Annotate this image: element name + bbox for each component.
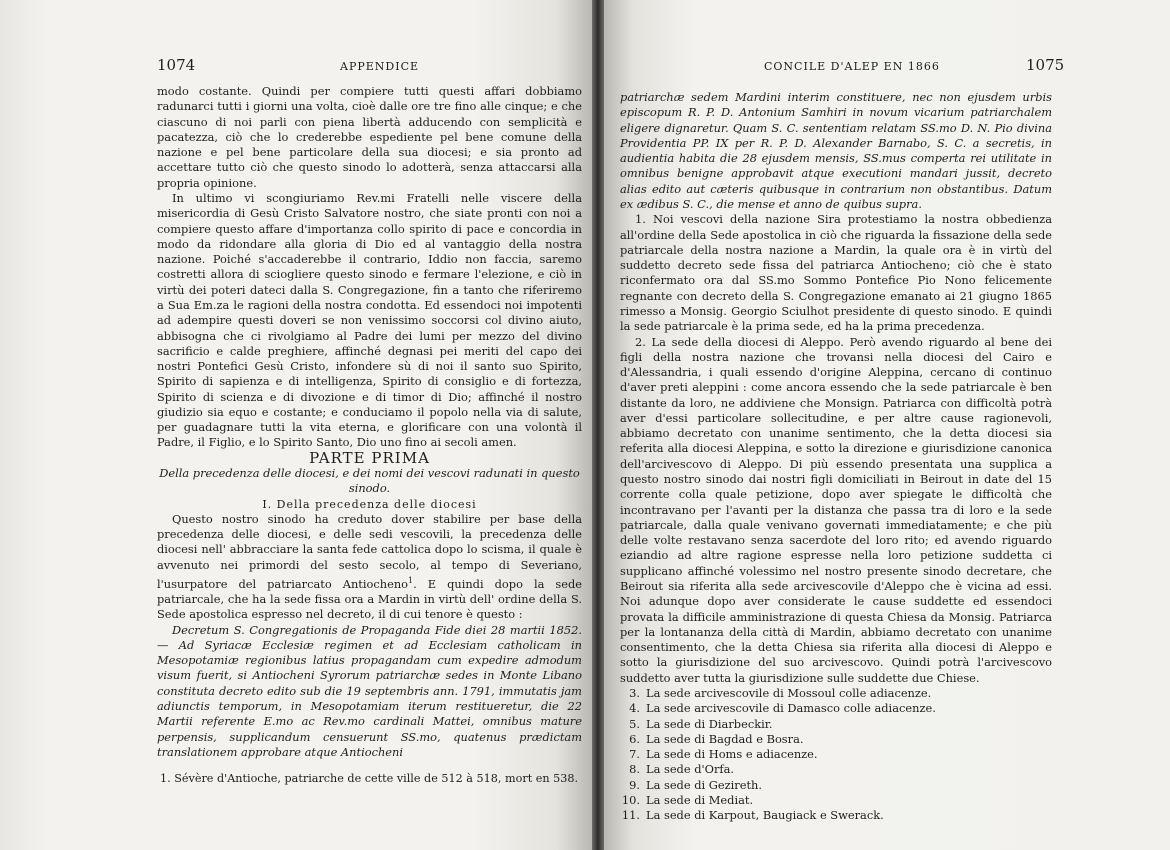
chapter-heading: I. Della precedenza delle diocesi — [262, 497, 477, 511]
list-text: La sede di Bagdad e Bosra. — [646, 731, 804, 746]
list-item — [620, 732, 1052, 747]
list-text: La sede di Karpout, Baugiack e Swerack. — [646, 808, 884, 823]
list-number: 4. — [629, 701, 640, 716]
list-item — [620, 793, 1052, 808]
diocese-list — [620, 686, 1052, 824]
list-item — [620, 808, 1052, 823]
paragraph: 1. Noi vescovi della nazione Sira protestiamo la nostra obbedienza all'ordine della Sede apostolica in ciò che riguarda la fissazione della sede patriarcale della nostra nazione a Mardin, la quale ora è in virtù del suddetto decreto sede fissa del patriarca Antiocheno; ciò che è stato riconfermato ora dal SS.mo Sommo Pontefice Pio Nono felicemente regnante con decreto della S. Congregazione emanato ai 21 giugno 1865 rimesso a Monsig. Georgio Sciulhot presidente di questo sinodo. E quindi la sede patriarcale è la prima sede, ed ha la prima precedenza. — [620, 212, 1052, 334]
right-page — [604, 0, 1170, 850]
list-text: La sede arcivescovile di Damasco colle adiacenze. — [646, 701, 936, 716]
list-number: 10. — [621, 792, 640, 807]
list-number: 7. — [629, 747, 640, 762]
left-body-text — [157, 84, 582, 760]
list-text: La sede di Mediat. — [646, 792, 754, 807]
list-number: 6. — [629, 731, 640, 746]
book-gutter — [592, 0, 604, 850]
section-subtitle: Della precedenza delle diocesi, e dei nomi dei vescovi radunati in questo sinodo. — [159, 466, 580, 496]
paragraph: modo costante. Quindi per compiere tutti questi affari dobbiamo radunarci tutti i giorni una volta, cioè dalle ore tre fino alle cinque; e che ciascuno di noi parli con piena libertà adducendo con semplicità e pacatezza, ciò che lo crederebbe espediente pel bene comune della nazione e pel bene particolare della sua diocesi; e sia pronto ad accettare tutto ciò che questo sinodo lo adotterà, senza attaccarsi alla propria opinione. — [157, 84, 582, 190]
paragraph — [157, 512, 582, 623]
list-item — [620, 717, 1052, 732]
list-text: La sede di Homs e adiacenze. — [646, 747, 818, 762]
footnote-marker: 1 — [408, 576, 414, 585]
list-text: La sede arcivescovile di Mossoul colle adiacenze. — [646, 685, 932, 700]
paragraph-text: . E quindi dopo la sede patriarcale, che ha la sede fissa ora a Mardin in virtù dell' ordine della S. Sede apostolica espresso nel decreto, il di cui tenore è questo : — [157, 576, 583, 622]
list-text: La sede di Gezireth. — [646, 777, 762, 792]
paragraph: 2. La sede della diocesi di Aleppo. Però avendo riguardo al bene dei figli della nostra nazione che trovansi nella diocesi del Cairo e d'Alessandria, i quali essendo d'origine Aleppina, cercano di continuo d'aver preti aleppini : come ancora essendo che la sede patriarcale è ben distante da loro, ne addiviene che Monsign. Patriarca con difficoltà potrà aver d'essi particolare sollecitudine, e per altre cause ragionevoli, abbiamo decretato con unanime sentimento, che la detta diocesi sia referita alla diocesi Aleppina, e sotto la direzione e giurisdizione canonica dell'arcivescovo di Aleppo. Di più essendo presentata una supplica a questo nostro sinodo dai nostri figli domiciliati in Beirout in date del 15 corrente colla quale petizione, dopo aver spiegate le difficoltà che incontravano per l'avanti per la distanza che passa tra di loro e la sede patriarcale, dalla quale venivano governati immediatamente; e che più delle volte restavano senza sacerdote del loro rito; ed avendo riguardo eziandio ad altre ragione espresse nella loro petizione suddetta ci supplicano affinché volessimo nel nostro presente sinodo decretare, che Beirout sia riferita alla sede arcivescovile d'Aleppo che è vicina ad essi. Noi adunque dopo aver considerate le cause suddette ed essendoci provata la difficile amministrazione di questa Chiesa da Monsig. Patriarca per la lontananza della città di Mardin, abbiamo decretato con unanime consentimento, che la detta Chiesa sia riferita alla diocesi di Aleppo e sotto la giurisdizione del suo arcivescovo. Quindi potrà l'arcivescovo suddetto aver tutta la giurisdizione sulle suddette due Chiese. — [620, 334, 1052, 685]
page-number: 1074 — [157, 56, 196, 74]
running-head: APPENDICE — [340, 60, 420, 73]
list-number: 11. — [621, 808, 640, 823]
list-item — [620, 778, 1052, 793]
list-text: La sede di Diarbeckir. — [646, 716, 773, 731]
latin-decree-continued: patriarchæ sedem Mardini interim constituere, nec non ejusdem urbis episcopum R. P. D. Antonium Samhiri in novum vicarium patriarchalem eligere dignaretur. Quam S. C. sententiam relatam SS.mo D. N. Pio divina Providentia PP. IX per R. P. D. Alexander Barnabo, S. C. a secretis, in audientia habita die 28 ejusdem mensis, SS.mus comperta rei utilitate in omnibus benigne approbavit atque executioni mandari jussit, decreto alias edito aut cæteris quibusque in contrarium non obstantibus. Datum ex ædibus S. C., die mense et anno de quibus supra. — [620, 90, 1052, 211]
list-item — [620, 747, 1052, 762]
paragraph-text: Questo nostro sinodo ha creduto dover stabilire per base della precedenza delle diocesi, e delle sedi vescovili, la precedenza delle diocesi nell' abbracciare la santa fede cattolica dopo lo scisma, il quale è avvenuto nei primordi del sesto secolo, al tempo di Severiano, l'usurpatore del patriarcato Antiocheno — [157, 511, 582, 591]
right-body-text — [620, 90, 1052, 824]
list-item — [620, 762, 1052, 777]
list-item — [620, 686, 1052, 701]
list-number: 9. — [629, 777, 640, 792]
footnote: 1. Sévère d'Antioche, patriarche de cette ville de 512 à 518, mort en 538. — [160, 772, 579, 785]
section-title: PARTE PRIMA — [309, 448, 430, 467]
page-number: 1075 — [1026, 56, 1065, 74]
list-number: 8. — [629, 762, 640, 777]
paragraph: In ultimo vi scongiuriamo Rev.mi Fratelli nelle viscere della misericordia di Gesù Cristo Salvatore nostro, che siate pronti con noi a compiere questo affare d'importanza collo spirito di pace e concordia in modo da ridondare alla gloria di Dio ed al vantaggio della nostra nazione. Poiché s'accaderebbe il contrario, Iddio non faccia, saremo costretti allora di sciogliere questo sinodo e fermare l'elezione, e ciò in virtù dei poteri dateci dalla S. Congregazione, fin a tanto che riferiremo a Sua Em.za le ragioni della nostra condotta. Ed essendoci noi impotenti ad adempire questi doveri se non venissimo soccorsi col divino aiuto, abbisogna che ci rivolgiamo al Padre dei lumi per mezzo del divino sacrificio e calde preghiere, affinché degnasi pei meriti del capo dei nostri Pontefici Gesù Cristo, infondere sù di noi il santo suo Spirito, Spirito di sapienza e di intelligenza, Spirito di consiglio e di fortezza, Spirito di scienza e di divozione e di timor di Dio; affinché il nostro giudizio sia equo e costante; e conduciamo il popolo nella via di salute, per guadagnare tutti la vita eterna, e glorificare con una volontà il Padre, il Figlio, e lo Spirito Santo, Dio uno fino ai secoli amen. — [157, 190, 582, 450]
list-text: La sede d'Orfa. — [646, 762, 735, 777]
list-item — [620, 701, 1052, 716]
latin-decree: Decretum S. Congregationis de Propaganda Fide diei 28 martii 1852. — Ad Syriacæ Ecclesiæ regimen et ad Ecclesiam catholicam in Mesopotamiæ regionibus latius propagandam cum expedire admodum visum fuerit, si Antiocheni Syrorum patriarchæ sedes in Monte Libano constituta decreto edito sub die 19 septembris ann. 1791, immutatis jam adiunctis temporum, in Mesopotamiam iterum restitueretur, die 22 Martii referente E.mo ac Rev.mo cardinali Mattei, omnibus mature perpensis, supplicandum censuerunt SS.mo, quatenus prædictam translationem approbare atque Antiocheni — [157, 622, 582, 759]
running-head: CONCILE D'ALEP EN 1866 — [764, 60, 940, 73]
list-number: 5. — [629, 716, 640, 731]
list-number: 3. — [629, 685, 640, 700]
